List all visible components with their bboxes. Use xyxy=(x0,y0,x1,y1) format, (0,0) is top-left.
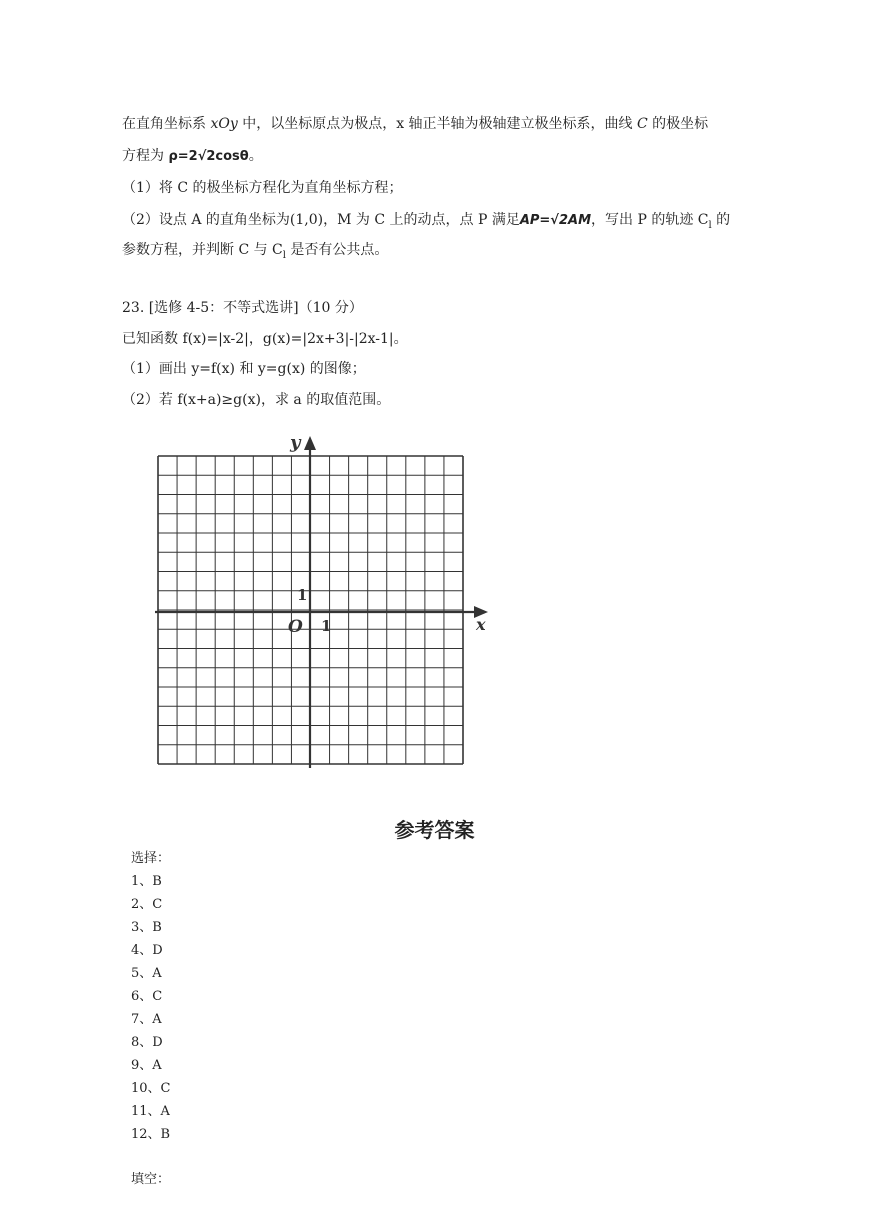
p22-eq-prefix: 方程为 xyxy=(122,148,169,164)
choice-item: 1、B xyxy=(131,874,162,889)
coordinate-grid xyxy=(150,428,495,773)
fill-header: 填空： xyxy=(131,1172,171,1187)
p22-question-2-cont xyxy=(122,240,388,266)
axes xyxy=(155,436,488,768)
choice-header: 选择： xyxy=(131,851,171,866)
p22-q2-a: （2）设点 A 的直角坐标为(1,0)，M 为 C 上的动点，点 P 满足 xyxy=(122,212,520,228)
p22-eq-formula: ρ=2√2cosθ xyxy=(168,149,249,164)
choice-item: 10、C xyxy=(131,1081,171,1096)
p22-question-2 xyxy=(122,210,730,236)
choice-item: 5、A xyxy=(131,966,162,981)
p23-given: 已知函数 f(x)=|x-2|，g(x)=|2x+3|-|2x-1|。 xyxy=(122,331,408,347)
p22-q2-line2-sub: l xyxy=(282,249,286,261)
choice-item: 11、A xyxy=(131,1104,170,1119)
p22-intro-d: 的极坐标 xyxy=(647,116,709,132)
answers-title: 参考答案 xyxy=(394,818,475,842)
p22-intro-var: xOy xyxy=(210,116,238,132)
choice-item: 6、C xyxy=(131,989,163,1004)
choice-item: 8、D xyxy=(131,1035,163,1050)
choice-item: 2、C xyxy=(131,897,163,912)
p22-q2-c: 的 xyxy=(711,212,731,228)
choice-item: 9、A xyxy=(131,1058,162,1073)
choice-item: 7、A xyxy=(131,1012,162,1027)
p22-equation-line xyxy=(122,146,263,167)
p22-eq-suffix: 。 xyxy=(248,148,263,164)
p22-q2-b: ，写出 P 的轨迹 C xyxy=(591,212,709,228)
p23-header: 23. [选修 4-5：不等式选讲]（10 分） xyxy=(122,300,363,316)
origin-label: O xyxy=(288,617,303,637)
p22-q2-line2-b: 是否有公共点。 xyxy=(285,242,389,258)
p22-q2-line2-a: 参数方程，并判断 C 与 C xyxy=(122,242,283,258)
p22-question-1: （1）将 C 的极坐标方程化为直角坐标方程； xyxy=(122,180,403,196)
x-axis-label: x xyxy=(476,615,486,634)
p23-question-1: （1）画出 y=f(x) 和 y=g(x) 的图像； xyxy=(122,361,366,377)
p22-intro-c: C xyxy=(637,116,648,132)
y-unit-label: 1 xyxy=(297,586,308,604)
p22-q2-vector: AP=√2AM xyxy=(519,213,592,228)
y-axis-label: y xyxy=(290,432,301,453)
p22-q2-sub: l xyxy=(708,219,712,231)
p22-intro-a: 在直角坐标系 xyxy=(122,116,211,132)
choice-item: 4、D xyxy=(131,943,163,958)
x-unit-label: 1 xyxy=(321,617,332,635)
y-axis-arrow xyxy=(304,436,316,450)
p22-intro-line xyxy=(122,114,708,134)
grid-svg xyxy=(150,428,495,773)
p22-intro-b: 中，以坐标原点为极点，x 轴正半轴为极轴建立极坐标系，曲线 xyxy=(237,116,637,132)
choice-item: 12、B xyxy=(131,1127,171,1142)
choice-item: 3、B xyxy=(131,920,162,935)
p23-question-2: （2）若 f(x+a)≥g(x)，求 a 的取值范围。 xyxy=(122,392,391,408)
